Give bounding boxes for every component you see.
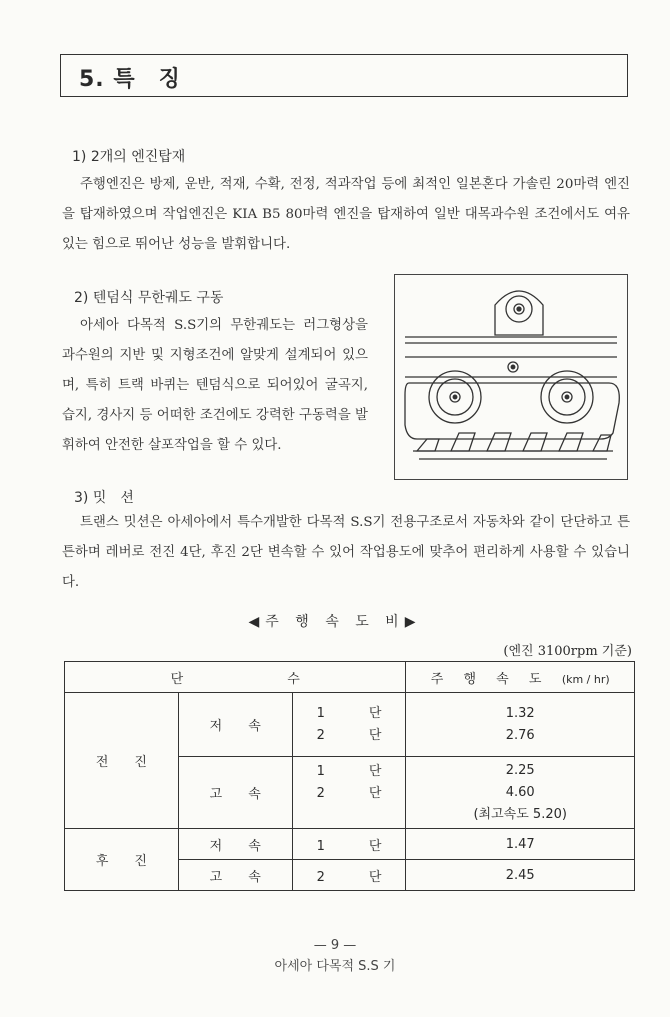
- speed-value: 4.60: [505, 784, 535, 800]
- forward-low-label: 저 속: [178, 693, 292, 757]
- track-diagram: [394, 274, 628, 480]
- document-name: 아세아 다목적 S.S 기: [274, 959, 396, 974]
- table-row: [65, 693, 635, 757]
- gear-number: 2: [316, 786, 325, 801]
- forward-label: 전 진: [65, 693, 179, 829]
- gear-number: 2: [316, 727, 325, 743]
- speed-value: 1.32: [505, 705, 535, 721]
- reverse-high-label: 고 속: [178, 860, 292, 891]
- forward-high-speeds: [406, 757, 635, 829]
- speed-value: 2.25: [505, 762, 535, 778]
- forward-high-gears: [292, 757, 406, 829]
- reverse-label: 후 진: [65, 829, 179, 891]
- gear-unit: 단: [368, 705, 382, 721]
- reverse-low-speed: 1.47: [406, 829, 635, 860]
- speed-value: 2.76: [505, 727, 535, 743]
- section-heading-engine: 1) 2개의 엔진탑재: [72, 149, 186, 165]
- section-body-engine: 주행엔진은 방제, 운반, 적재, 수확, 전정, 적과작업 등에 최적인 일본혼다 가솔린 20마력 엔진을 탑재하였으며 작업엔진은 KIA B5 80마력 엔진을 탑재하여 일반 대목과수원 조건에서도 여유있는 힘으로 뛰어난 성능을 발휘합니다.: [62, 177, 630, 252]
- section-heading-mission: 3) 밋 션: [74, 490, 134, 506]
- gear-unit: 단: [368, 869, 382, 885]
- forward-high-label: 고 속: [178, 757, 292, 829]
- gear-unit: 단: [368, 838, 382, 854]
- header-gear: 단 수: [65, 662, 406, 693]
- section-title-box: [60, 54, 628, 97]
- reverse-low-label: 저 속: [178, 829, 292, 860]
- table-caption: ◀주 행 속 도 비▶: [248, 614, 422, 630]
- reverse-low-gear: [292, 829, 406, 860]
- section-heading-track: 2) 텐덤식 무한궤도 구동: [74, 290, 224, 306]
- gear-number: 1: [316, 764, 325, 779]
- gear-unit: 단: [368, 764, 382, 779]
- gear-unit: 단: [368, 727, 382, 743]
- table-note: (엔진 3100rpm 기준): [503, 644, 632, 659]
- reverse-high-speed: 2.45: [406, 860, 635, 891]
- forward-low-speeds: [406, 693, 635, 757]
- forward-low-gears: [292, 693, 406, 757]
- header-speed: 주 행 속 도: [430, 671, 550, 687]
- table-row: [65, 829, 635, 860]
- page-number: — 9 —: [313, 938, 357, 953]
- tandem-track-illustration: [395, 275, 626, 478]
- reverse-high-gear: [292, 860, 406, 891]
- header-unit: (km / hr): [561, 672, 610, 686]
- gear-number: 1: [316, 838, 325, 854]
- gear-number: 2: [316, 869, 325, 885]
- section-title: 5. 특 징: [79, 67, 181, 92]
- gear-unit: 단: [368, 786, 382, 801]
- gear-number: 1: [316, 705, 325, 721]
- speed-table: [64, 661, 635, 891]
- section-body-mission: 트랜스 밋션은 아세아에서 특수개발한 다목적 S.S기 전용구조로서 자동차와 같이 단단하고 튼튼하며 레버로 전진 4단, 후진 2단 변속할 수 있어 작업용도에 맞추어 편리하게 사용할 수 있습니다.: [62, 515, 630, 590]
- max-speed-note: (최고속도 5.20): [473, 806, 567, 822]
- section-body-track: 아세아 다목적 S.S기의 무한궤도는 러그형상을 과수원의 지반 및 지형조건에 알맞게 설계되어 있으며, 특히 트랙 바퀴는 텐덤식으로 되어있어 굴곡지, 습지, 경사지 등 어떠한 조건에도 강력한 구동력을 발휘하여 안전한 살포작업을 할 수 있다.: [62, 318, 368, 453]
- header-speed-cell: [406, 662, 635, 693]
- table-header-row: [65, 662, 635, 693]
